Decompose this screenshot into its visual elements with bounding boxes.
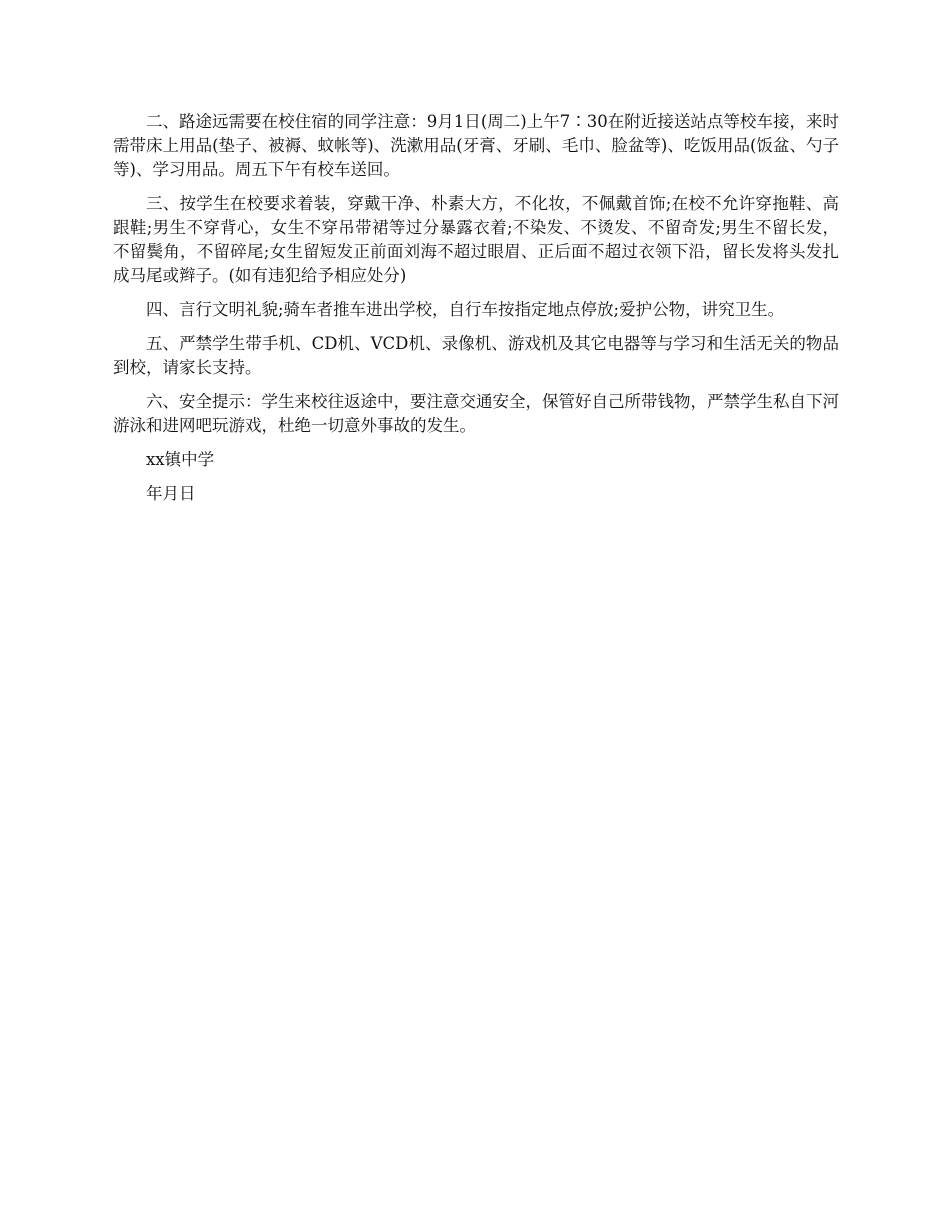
paragraph-safety-tips: 六、安全提示：学生来校往返途中，要注意交通安全，保管好自己所带钱物，严禁学生私自下河游泳和进网吧玩游戏，杜绝一切意外事故的发生。: [113, 392, 839, 435]
paragraph-prohibited-items: 五、严禁学生带手机、CD机、VCD机、录像机、游戏机及其它电器等与学习和生活无关的物品到校，请家长支持。: [113, 334, 839, 377]
signature-school-name: xx镇中学: [146, 450, 215, 469]
paragraph-conduct: 四、言行文明礼貌;骑车者推车进出学校，自行车按指定地点停放;爱护公物，讲究卫生。: [146, 300, 785, 319]
paragraph-accommodation-notice: 二、路途远需要在校住宿的同学注意：9月1日(周二)上午7∶30在附近接送站点等校车接，来时需带床上用品(垫子、被褥、蚊帐等)、洗漱用品(牙膏、牙刷、毛巾、脸盆等)、吃饭用品(饭盆、勺子等)、学习用品。周五下午有校车送回。: [113, 112, 839, 179]
document-body: [113, 110, 839, 516]
signature-date: 年月日: [146, 484, 196, 503]
paragraph-dress-code: 三、按学生在校要求着装，穿戴干净、朴素大方，不化妆，不佩戴首饰;在校不允许穿拖鞋、高跟鞋;男生不穿背心，女生不穿吊带裙等过分暴露衣着;不染发、不烫发、不留奇发;男生不留长发，不留鬓角，不留碎尾;女生留短发正前面刘海不超过眼眉、正后面不超过衣领下沿，留长发将头发扎成马尾或辫子。(如有违犯给予相应处分): [113, 194, 839, 285]
